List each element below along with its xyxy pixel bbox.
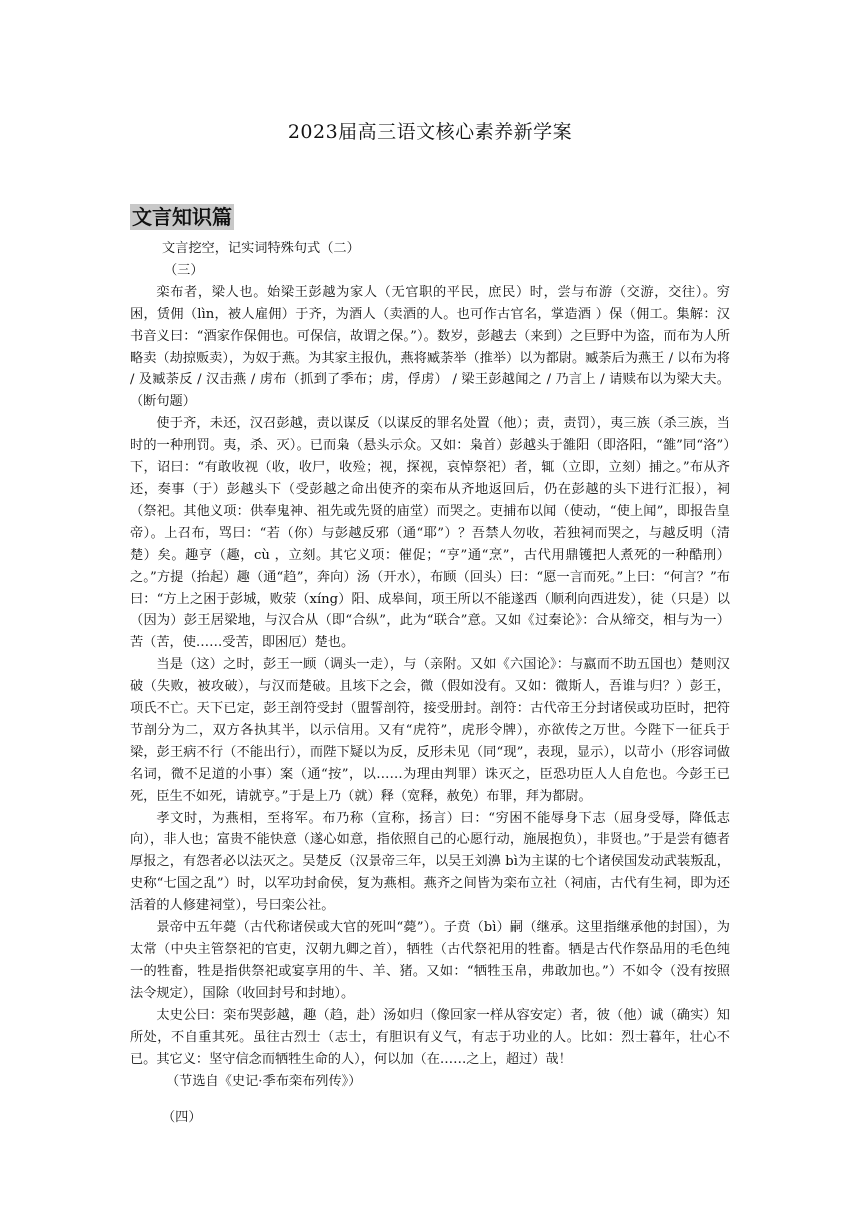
- paragraph: 太史公曰：栾布哭彭越，趣（趋，赴）汤如归（像回家一样从容安定）者，彼（他）诚（确实）知所处，不自重其死。虽往古烈士（志士，有胆识有义气，有志于功业的人。比如：烈士暮年，壮心不已。其它义：坚守信念而牺牲生命的人），何以加（在……之上，超过）哉！: [130, 1007, 730, 1067]
- paragraph: 使于齐，未还，汉召彭越，责以谋反（以谋反的罪名处置（他）；责，责罚），夷三族（杀三族，当时的一种刑罚。夷，杀、灭）。已而枭（悬头示众。又如：枭首）彭越头于雒阳（即洛阳，“雒”同“洛”）下，诏曰：“有敢收视（收，收尸，收殓；视，探视，哀悼祭祀）者，辄（立即，立刻）捕之。”布从齐还，奏事（于）彭越头下（受彭越之命出使齐的栾布从齐地返回后，仍在彭越的头下进行汇报），祠（祭祀。其他义项：供奉鬼神、祖先或先贤的庙堂）而哭之。吏捕布以闻（使动，“使上闻”，即报告皇帝）。上召布，骂曰：“若（你）与彭越反邪（通“耶”）？吾禁人勿收，若独祠而哭之，与越反明（清楚）矣。趣亨（趣，cù ，立刻。其它义项：催促；“亨”通“烹”，古代用鼎镬把人煮死的一种酷刑）之。”方提（抬起）趣（通“趋”，奔向）汤（开水），布顾（回头）曰：“愿一言而死。”上曰：“何言？”布曰：“方上之困于彭城，败荥（xíng）阳、成皋间，项王所以不能遂西（顺利向西进发），徒（只是）以（因为）彭王居梁地，与汉合从（即“合纵”，此为“联合”意。又如《过秦论》：合从缔交，相与为一）苦（苦，使……受苦，即困厄）楚也。: [130, 416, 730, 651]
- section-title: 文言知识篇: [132, 205, 232, 229]
- part-label-four: （四）: [162, 1110, 202, 1126]
- part-label-three: （三）: [164, 262, 204, 278]
- spacer: [130, 1093, 730, 1107]
- subheading: 文言挖空，记实词特殊句式（二）: [162, 241, 360, 256]
- paragraph: 景帝中五年薨（古代称诸侯或大官的死叫“薨”）。子贲（bì）嗣（继承。这里指继承他的封国），为太常（中央主管祭祀的官吏，汉朝九卿之首），牺牲（古代祭祀用的牲畜。牺是古代作祭品用的毛色纯一的牲畜，牲是指供祭祀或宴享用的牛、羊、猪。又如：“牺牲玉帛，弗敢加也。”）不如令（没有按照法令规定），国除（收回封号和封地）。: [130, 920, 730, 1001]
- document-title: 2023届高三语文核心素养新学案: [287, 121, 573, 143]
- document-body: [130, 238, 730, 1129]
- source-citation: （节选自《史记·季布栾布列传》）: [166, 1074, 362, 1090]
- paragraph: 栾布者，梁人也。始梁王彭越为家人（无官职的平民，庶民）时，尝与布游（交游，交往）。穷困，赁佣（lìn，被人雇佣）于齐，为酒人（卖酒的人。也可作古官名，掌造酒 ）保（佣工。集解：汉书音义曰：“酒家作保佣也。可保信，故谓之保。”）。数岁，彭越去（来到）之巨野中为盗，而布为人所略卖（劫掠贩卖），为奴于燕。为其家主报仇，燕将臧荼举（推举）以为都尉。臧荼后为燕王 / 以布为将 / 及臧荼反 / 汉击燕 / 虏布（抓到了季布；虏，俘虏） / 梁王彭越闻之 / 乃言上 / 请赎布以为梁大夫。（断句题）: [130, 284, 730, 410]
- paragraph: 孝文时，为燕相，至将军。布乃称（宣称，扬言）曰：“穷困不能辱身下志（屈身受辱，降低志向），非人也；富贵不能快意（遂心如意，指依照自己的心愿行动，施展抱负），非贤也。”于是尝有德者厚报之，有怨者必以法灭之。吴楚反（汉景帝三年，以吴王刘濞 bì为主谋的七个诸侯国发动武装叛乱，史称“七国之乱”）时，以军功封俞侯，复为燕相。燕齐之间皆为栾布立社（祠庙，古代有生祠，即为还活着的人修建祠堂），号曰栾公社。: [130, 810, 730, 914]
- paragraph: 当是（这）之时，彭王一顾（调头一走），与（亲附。又如《六国论》：与嬴而不助五国也）楚则汉破（失败，被攻破），与汉而楚破。且垓下之会，微（假如没有。又如：微斯人，吾谁与归？）彭王，项氏不亡。天下已定，彭王剖符受封（盟誓剖符，接受册封。剖符：古代帝王分封诸侯或功臣时，把符节剖分为二，双方各执其半，以示信用。又有“虎符”，虎形令牌），亦欲传之万世。今陛下一征兵于梁，彭王病不行（不能出行），而陛下疑以为反，反形未见（同“现”，表现，显示），以苛小（形容词做名词，微不足道的小事）案（通“按”，以……为理由判罪）诛灭之，臣恐功臣人人自危也。今彭王已死，臣生不如死，请就亨。”于是上乃（就）释（宽释，赦免）布罪，拜为都尉。: [130, 657, 730, 804]
